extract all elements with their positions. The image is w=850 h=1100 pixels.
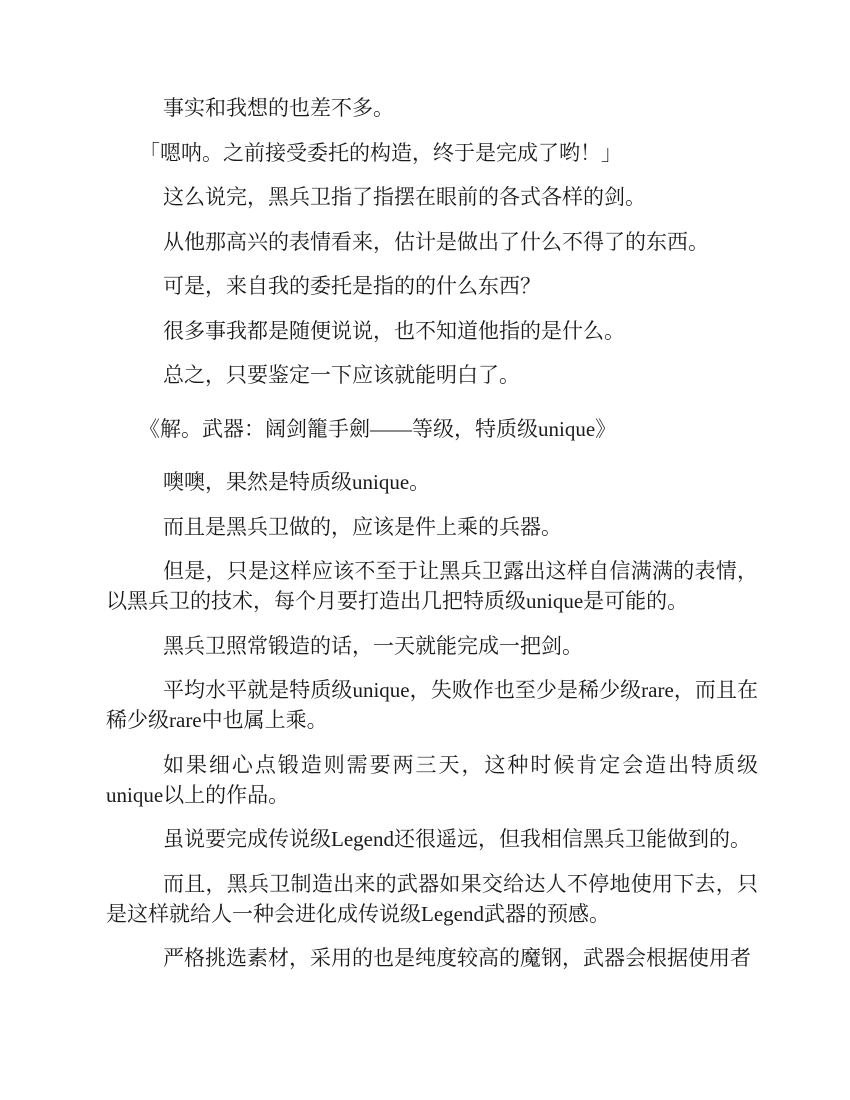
paragraph: 但是，只是这样应该不至于让黑兵卫露出这样自信满满的表情，以黑兵卫的技术，每个月要打造出几把特质级unique是可能的。	[106, 559, 758, 613]
paragraph: 黑兵卫照常锻造的话，一天就能完成一把剑。	[163, 633, 583, 658]
paragraph: 总之，只要鉴定一下应该就能明白了。	[163, 363, 520, 387]
paragraph: 很多事我都是随便说说，也不知道他指的是什么。	[163, 318, 625, 343]
paragraph: 可是，来自我的委托是指的的什么东西？	[163, 274, 541, 298]
paragraph: 「嗯呐。之前接受委托的构造，终于是完成了哟！」	[139, 140, 622, 165]
paragraph: 平均水平就是特质级unique，失败作也至少是稀少级rare，而且在稀少级rare中也属上乘。	[106, 678, 758, 732]
paragraph: 从他那高兴的表情看来，估计是做出了什么不得了的东西。	[163, 229, 709, 254]
paragraph: 噢噢，果然是特质级unique。	[163, 470, 431, 494]
paragraph: 这么说完，黑兵卫指了指摆在眼前的各式各样的剑。	[163, 185, 646, 209]
paragraph: 事实和我想的也差不多。	[163, 96, 394, 120]
paragraph: 严格挑选素材，采用的也是纯度较高的魔钢，武器会根据使用者	[163, 946, 751, 970]
page-content	[106, 93, 758, 988]
paragraph: 如果细心点锻造则需要两三天，这种时候肯定会造出特质级unique以上的作品。	[106, 752, 758, 807]
paragraph: 虽说要完成传说级Legend还很遥远，但我相信黑兵卫能做到的。	[163, 827, 751, 851]
paragraph: 《解。武器：阔剑籠手劍——等级，特质级unique》	[139, 416, 617, 441]
paragraph: 而且是黑兵卫做的，应该是件上乘的兵器。	[163, 514, 562, 539]
paragraph: 而且，黑兵卫制造出来的武器如果交给达人不停地使用下去，只是这样就给人一种会进化成传说级Legend武器的预感。	[106, 871, 758, 926]
